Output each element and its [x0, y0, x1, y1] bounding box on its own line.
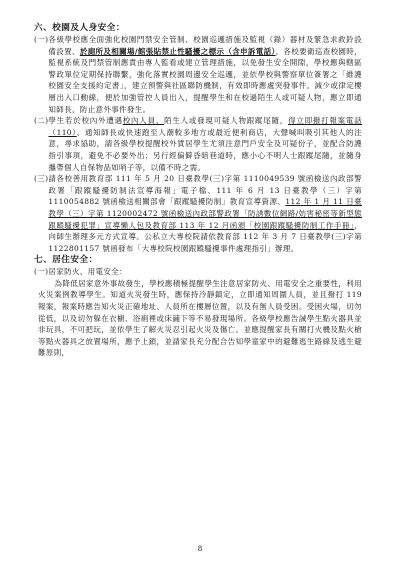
section-7-item-1-paragraph: 為降低居家意外事故發生，學校應積極提醒學生注意居家防火、用電安全之重要性，利用火災案例教導學生。知道火災發生時，應保持冷靜鎮定，立即通知周圍人員，並且撥打 119 報案，報案時應告知火災正確地址、人員所在樓層位置，以及有無人員受困。受困火場，切勿從低，以及切勿躲在衣櫥、浴廁裡或床鋪下等不易發現場所。各級學校應告誡學生點火器具並非玩具，不可把玩，並依學生了解火災忍引起火災及傷亡。並應提醒家長有關打火機及點火槍等點火器具之放置場所，應予上鎖，並請家長充分配合告知學童家中的避難逃生路線及逃生避難原則， — [38, 278, 362, 358]
item-text: ，各校要衛巡查校園時，監視系統及門禁管制應責由專人監看或建立管理措施，以免發生安全開隙，學校應與轄區警政單位定期保持聯繫，強化落實校園周邊安全巡邏，並依學校與警察單位簽署之「維護校園安全支援約定書」，建立預警與社區聯防機制，有效即時應處突發事件。減少或律定樓層出入口動線，便於加強管控人員出入，提醒學生和在校過陌生人或可疑人物，應立即通知師長，防止意外事件發生。 — [48, 46, 362, 114]
emphasized-text: 於廁所及相關場/館張貼禁止性騷擾之標示（含申訴電話） — [79, 46, 276, 56]
underlined-text: 得立即 — [288, 116, 313, 126]
section-6-item-3 — [34, 173, 362, 254]
item-text: 請各校善用教育部 111 年 5 月 20 日臺教學(三)字第 1110049539 號函檢送內政部警政署「跟蹤騷擾防制法宣導海報」電子檔、111 年 6 月 13 日臺教學（三）字第 1110054882 號函檢送相關部會「跟蹤騷擾防制」教育宣導資源、 — [48, 174, 362, 207]
underlined-text: 校內人員、 — [122, 116, 165, 126]
item-text: 、通知師長或快速跑至人潮較多地方或最近便利商店，大聲喊叫吸引其他人的注意，尋求協助，請各級學校提醒校外賃居學生尤須注意門戶安全及可疑份子，並配合防護指引事項，避免不必要外出；另行經偏僻昏暗巷道時，應小心不明人士跟蹤尾隨，並隨身攜帶個人自保物品如哨子等，以備不時之需。 — [48, 127, 362, 172]
item-title: 居家防火、用電安全： — [48, 267, 127, 277]
item-marker: (一) — [34, 35, 49, 44]
page-number: 8 — [197, 545, 203, 553]
item-marker: (二) — [34, 116, 49, 126]
item-body — [48, 34, 362, 115]
item-text: ，向師生辦理多元方式宣導。公私立大專校院請依教育部 112 年 3 月 7 日臺教學(三)字第 1122801157 號函發布「大專校院校園跟蹤騷擾事件處理指引」辦理。 — [48, 220, 362, 253]
item-marker: (一) — [34, 267, 49, 277]
item-body — [48, 115, 362, 173]
underlined-text: 112 年 1 月 11 日臺教學（三）字第 1120002472 號函檢送內政部警政署「防誘數位網路/妨害秘密等新型態跟蹤騷擾犯罪」宣導懶人包及教育部 113 年 12 月函頒「校園跟蹤騷擾防制工作手冊」 — [48, 197, 362, 230]
section-7-item-1 — [34, 266, 362, 278]
item-body — [48, 173, 362, 254]
section-7-heading: 七、居住安全： — [34, 255, 98, 266]
item-text: 、 — [71, 46, 80, 56]
section-6-item-1 — [34, 34, 362, 115]
item-marker: (三) — [34, 174, 49, 184]
item-text: 各級學校應全面強化校園門禁安全管制、校園巡邏措施及監視（錄）器材及緊急求救鈴設備設置 — [48, 35, 362, 56]
section-6-item-2 — [34, 115, 362, 173]
item-text: 陌生人或發現可疑人物跟蹤尾隨， — [164, 116, 289, 126]
item-text: 學生若於校內外遭遇 — [48, 116, 123, 126]
section-6-heading: 六、校園及人身安全： — [34, 23, 125, 33]
underlined-text: 撥打報案電話（110） — [48, 116, 363, 137]
